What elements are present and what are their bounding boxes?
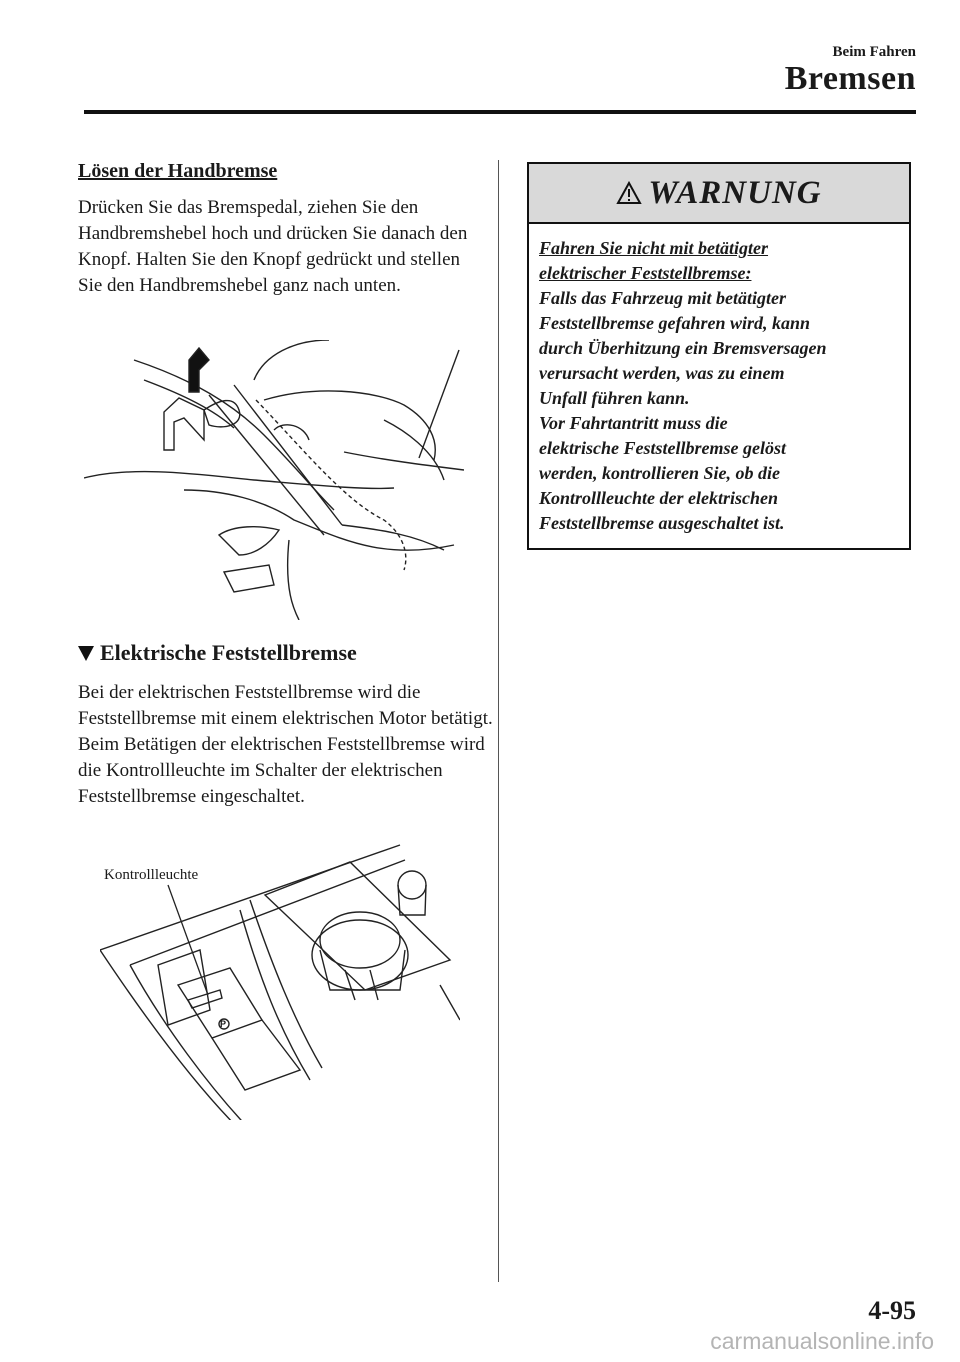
- release-heading: Lösen der Handbremse: [78, 160, 278, 182]
- warning-line: durch Überhitzung ein Bremsversagen: [539, 338, 827, 358]
- warning-line: Kontrollleuchte der elektrischen: [539, 488, 779, 508]
- warning-triangle-icon: [616, 181, 642, 205]
- warning-header: [529, 164, 909, 224]
- epb-text: Bei der elektrischen Feststellbremse wird die Feststellbremse mit einem elektrischen Motor betätigt. Beim Betätigen der elektrischen Feststellbremse wird die Kontrollleuchte im Schalter der elektrischen Feststellbremse eingeschaltet.: [78, 682, 493, 807]
- warning-line: Unfall führen kann.: [539, 388, 690, 408]
- section-marker-icon: [78, 646, 94, 661]
- epb-heading: [78, 640, 357, 666]
- left-column: [78, 160, 478, 299]
- section-title: Bremsen: [784, 60, 916, 97]
- warning-heading-line-2: elektrischer Feststellbremse:: [539, 263, 752, 283]
- kontrollleuchte-label: Kontrollleuchte: [104, 867, 199, 883]
- warning-heading-line-1: Fahren Sie nicht mit betätigter: [539, 238, 769, 258]
- p-symbol: P: [220, 1019, 227, 1029]
- warning-line: Vor Fahrtantritt muss die: [539, 413, 728, 433]
- epb-heading-text: Elektrische Feststellbremse: [100, 640, 357, 665]
- warning-line: werden, kontrollieren Sie, ob die: [539, 463, 781, 483]
- warning-title: WARNUNG: [648, 174, 822, 211]
- warning-line: Feststellbremse ausgeschaltet ist.: [539, 513, 785, 533]
- header-rule: [84, 110, 916, 114]
- warning-line: Feststellbremse gefahren wird, kann: [539, 313, 811, 333]
- page-number: 4-95: [868, 1296, 916, 1325]
- warning-body: [529, 224, 909, 536]
- chapter-label: Beim Fahren: [832, 44, 916, 60]
- warning-box: [527, 162, 911, 550]
- warning-line: elektrische Feststellbremse gelöst: [539, 438, 786, 458]
- release-text: Drücken Sie das Bremspedal, ziehen Sie den Handbremshebel hoch und drücken Sie danach den Knopf. Halten Sie den Knopf gedrückt und stellen Sie den Handbremshebel ganz nach unten.: [78, 197, 468, 296]
- column-divider: [498, 160, 499, 1282]
- handbrake-illustration: [84, 340, 464, 620]
- warning-line: Falls das Fahrzeug mit betätigter: [539, 288, 787, 308]
- warning-line: verursacht werden, was zu einem: [539, 363, 785, 383]
- watermark: carmanualsonline.info: [710, 1328, 934, 1354]
- label-leader-line: [160, 880, 220, 1000]
